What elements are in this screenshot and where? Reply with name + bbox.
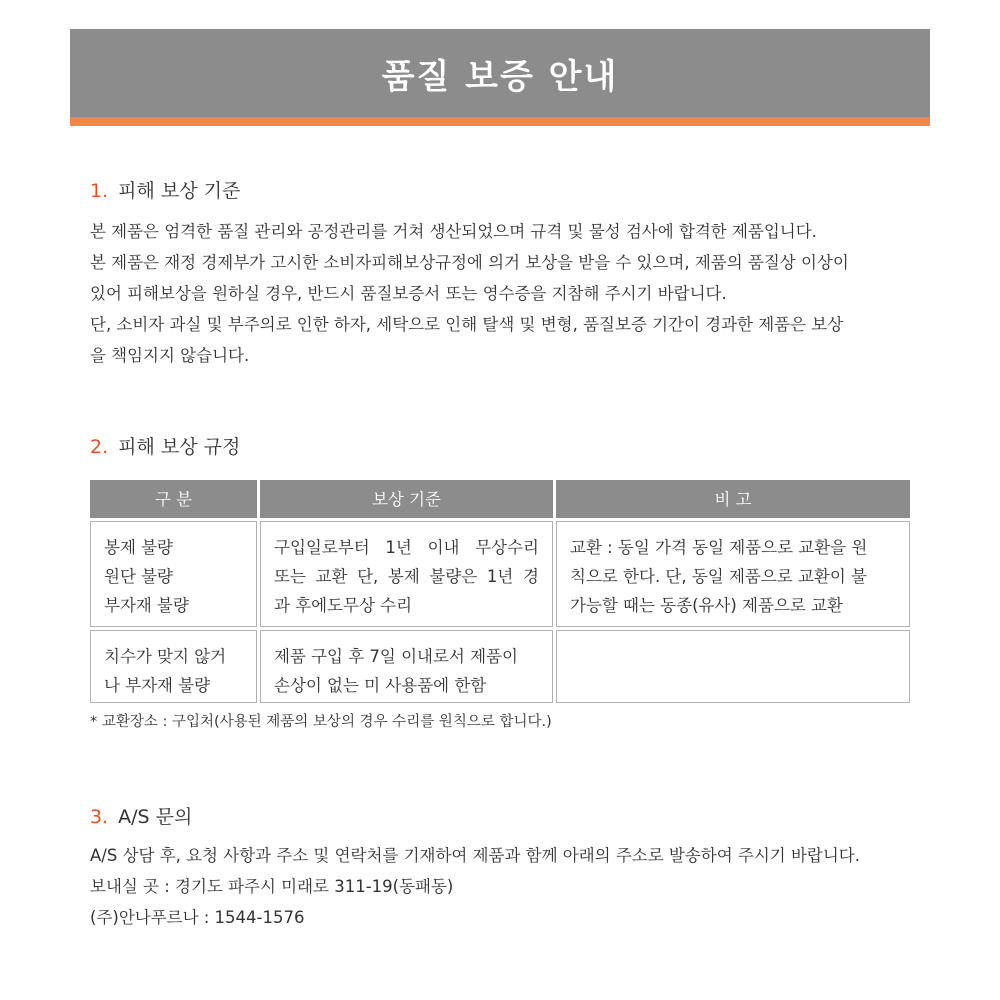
page-title: 품질 보증 안내 (381, 56, 619, 97)
table-header-standard: 보상 기준 (260, 480, 553, 518)
cell-line: 치수가 맞지 않거 (104, 647, 227, 666)
cell-line: 과 후에도무상 수리 (274, 596, 413, 615)
cell-line: 가능할 때는 동종(유사) 제품으로 교환 (570, 596, 843, 615)
section-number: 3. (90, 806, 109, 828)
exchange-note: * 교환장소 : 구입처(사용된 제품의 보상의 경우 수리를 원칙으로 합니다.) (90, 714, 552, 730)
cell-line: 제품 구입 후 7일 이내로서 제품이 (274, 647, 518, 666)
cell-line: 봉제 불량 (104, 538, 174, 557)
cell-line: 또는 교환 단, 봉제 불량은 1년 경 (274, 567, 539, 586)
table-cell-category (90, 630, 257, 703)
cell-line: 교환 : 동일 가격 동일 제품으로 교환을 원 (570, 538, 868, 557)
cell-line: 원단 불량 (104, 567, 174, 586)
title-banner (70, 29, 930, 126)
section-title: A/S 문의 (118, 806, 193, 828)
section-heading-1 (90, 176, 240, 203)
table-cell-standard (260, 521, 553, 627)
paragraph-line: 본 제품은 재정 경제부가 고시한 소비자피해보상규정에 의거 보상을 받을 수 있으며, 제품의 품질상 이상이 (90, 253, 849, 272)
section-number: 2. (90, 436, 109, 458)
table-header-remark: 비 고 (556, 480, 910, 518)
table-cell-remark (556, 630, 910, 703)
cell-line: 칙으로 한다. 단, 동일 제품으로 교환이 불 (570, 567, 867, 586)
cell-line: 손상이 없는 미 사용품에 한함 (274, 676, 487, 695)
table-header-category: 구 분 (90, 480, 257, 518)
section-title: 피해 보상 규정 (118, 436, 241, 458)
section-1-body (90, 216, 920, 371)
section-number: 1. (90, 180, 109, 202)
table-cell-standard (260, 630, 553, 703)
section-3-body (90, 840, 920, 933)
cell-line: 나 부자재 불량 (104, 676, 211, 695)
paragraph-line: 본 제품은 엄격한 품질 관리와 공정관리를 거쳐 생산되었으며 규격 및 물성 검사에 합격한 제품입니다. (90, 222, 817, 241)
table-cell-remark (556, 521, 910, 627)
table-cell-category (90, 521, 257, 627)
section-title: 피해 보상 기준 (118, 180, 241, 202)
cell-line: 부자재 불량 (104, 596, 189, 615)
paragraph-line: 을 책임지지 않습니다. (90, 346, 250, 365)
paragraph-line: (주)안나푸르나 : 1544-1576 (90, 908, 305, 927)
section-heading-2 (90, 432, 240, 459)
paragraph-line: 단, 소비자 과실 및 부주의로 인한 하자, 세탁으로 인해 탈색 및 변형, 품질보증 기간이 경과한 제품은 보상 (90, 315, 844, 334)
cell-line: 구입일로부터 1년 이내 무상수리 (274, 538, 539, 557)
paragraph-line: 있어 피해보상을 원하실 경우, 반드시 품질보증서 또는 영수증을 지참해 주시기 바랍니다. (90, 284, 727, 303)
paragraph-line: 보내실 곳 : 경기도 파주시 미래로 311-19(동패동) (90, 877, 454, 896)
section-heading-3 (90, 802, 192, 829)
paragraph-line: A/S 상담 후, 요청 사항과 주소 및 연락처를 기재하여 제품과 함께 아래의 주소로 발송하여 주시기 바랍니다. (90, 846, 860, 865)
